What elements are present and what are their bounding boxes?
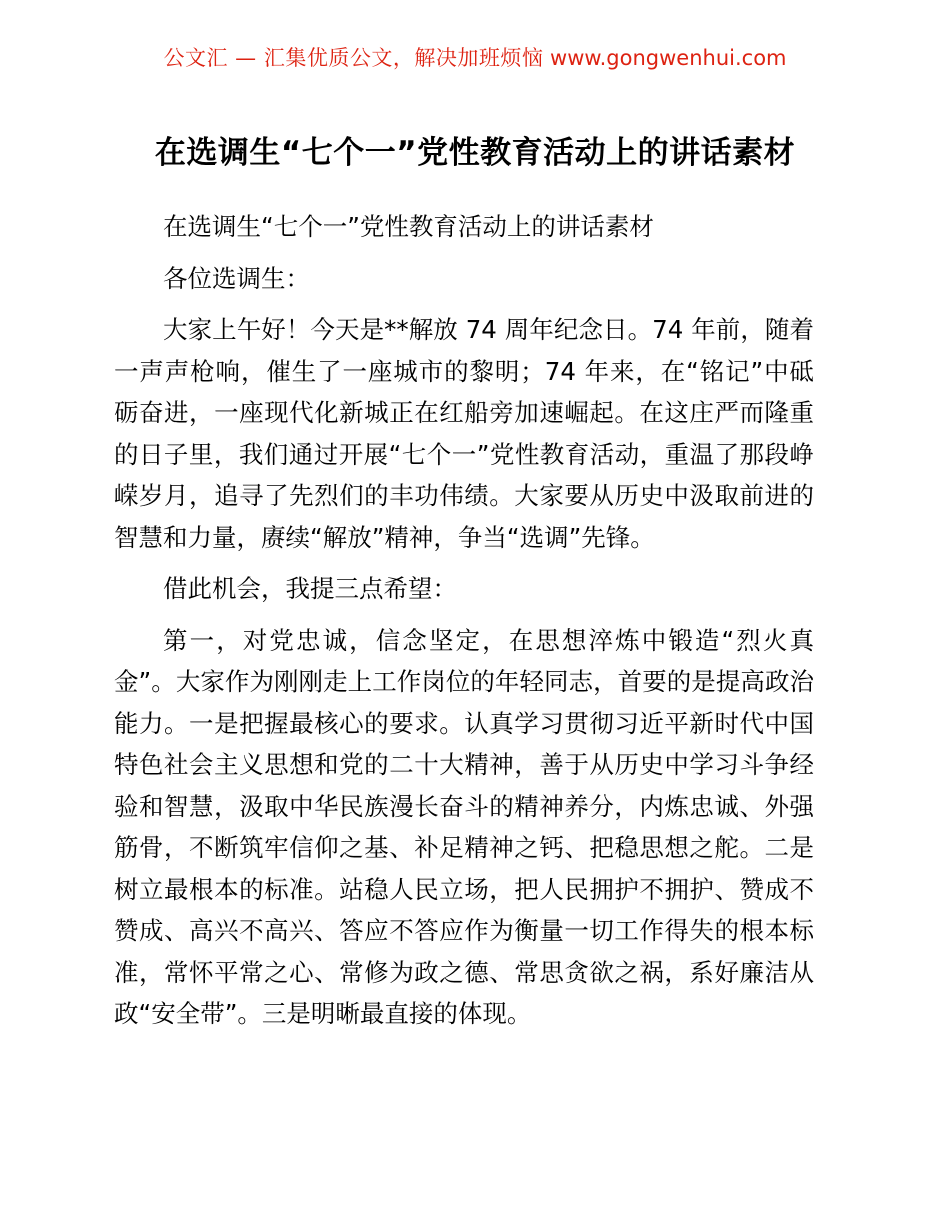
paragraph-opening: 大家上午好！今天是**解放 74 周年纪念日。74 年前，随着一声声枪响，催生了一座城市的黎明；74 年来，在“铭记”中砥砺奋进，一座现代化新城正在红船旁加速崛起。在这庄严而隆重的日子里，我们通过开展“七个一”党性教育活动，重温了那段峥嵘岁月，追寻了先烈们的丰功伟绩。大家要从历史中汲取前进的智慧和力量，赓续“解放”精神，争当“选调”先锋。 <box>114 315 814 552</box>
paragraph-subtitle-line: 在选调生“七个一”党性教育活动上的讲话素材 <box>163 212 654 241</box>
site-url-text: www.gongwenhui.com <box>550 46 787 70</box>
site-watermark-header <box>0 44 950 72</box>
paragraph-transition: 借此机会，我提三点希望： <box>163 574 457 603</box>
document-title: 在选调生“七个一”党性教育活动上的讲话素材 <box>154 134 796 171</box>
paragraph-salutation: 各位选调生： <box>163 263 310 293</box>
document-body <box>114 206 814 1035</box>
site-brand-text: 公文汇 — 汇集优质公文，解决加班烦恼 <box>163 46 544 70</box>
paragraph-point-one: 第一，对党忠诚，信念坚定，在思想淬炼中锻造“烈火真金”。大家作为刚刚走上工作岗位的年轻同志，首要的是提高政治能力。一是把握最核心的要求。认真学习贯彻习近平新时代中国特色社会主义思想和党的二十大精神，善于从历史中学习斗争经验和智慧，汲取中华民族漫长奋斗的精神养分，内炼忠诚、外强筋骨，不断筑牢信仰之基、补足精神之钙、把稳思想之舵。二是树立最根本的标准。站稳人民立场，把人民拥护不拥护、赞成不赞成、高兴不高兴、答应不答应作为衡量一切工作得失的根本标准，常怀平常之心、常修为政之德、常思贪欲之祸，系好廉洁从政“安全带”。三是明晰最直接的体现。 <box>114 625 814 1028</box>
